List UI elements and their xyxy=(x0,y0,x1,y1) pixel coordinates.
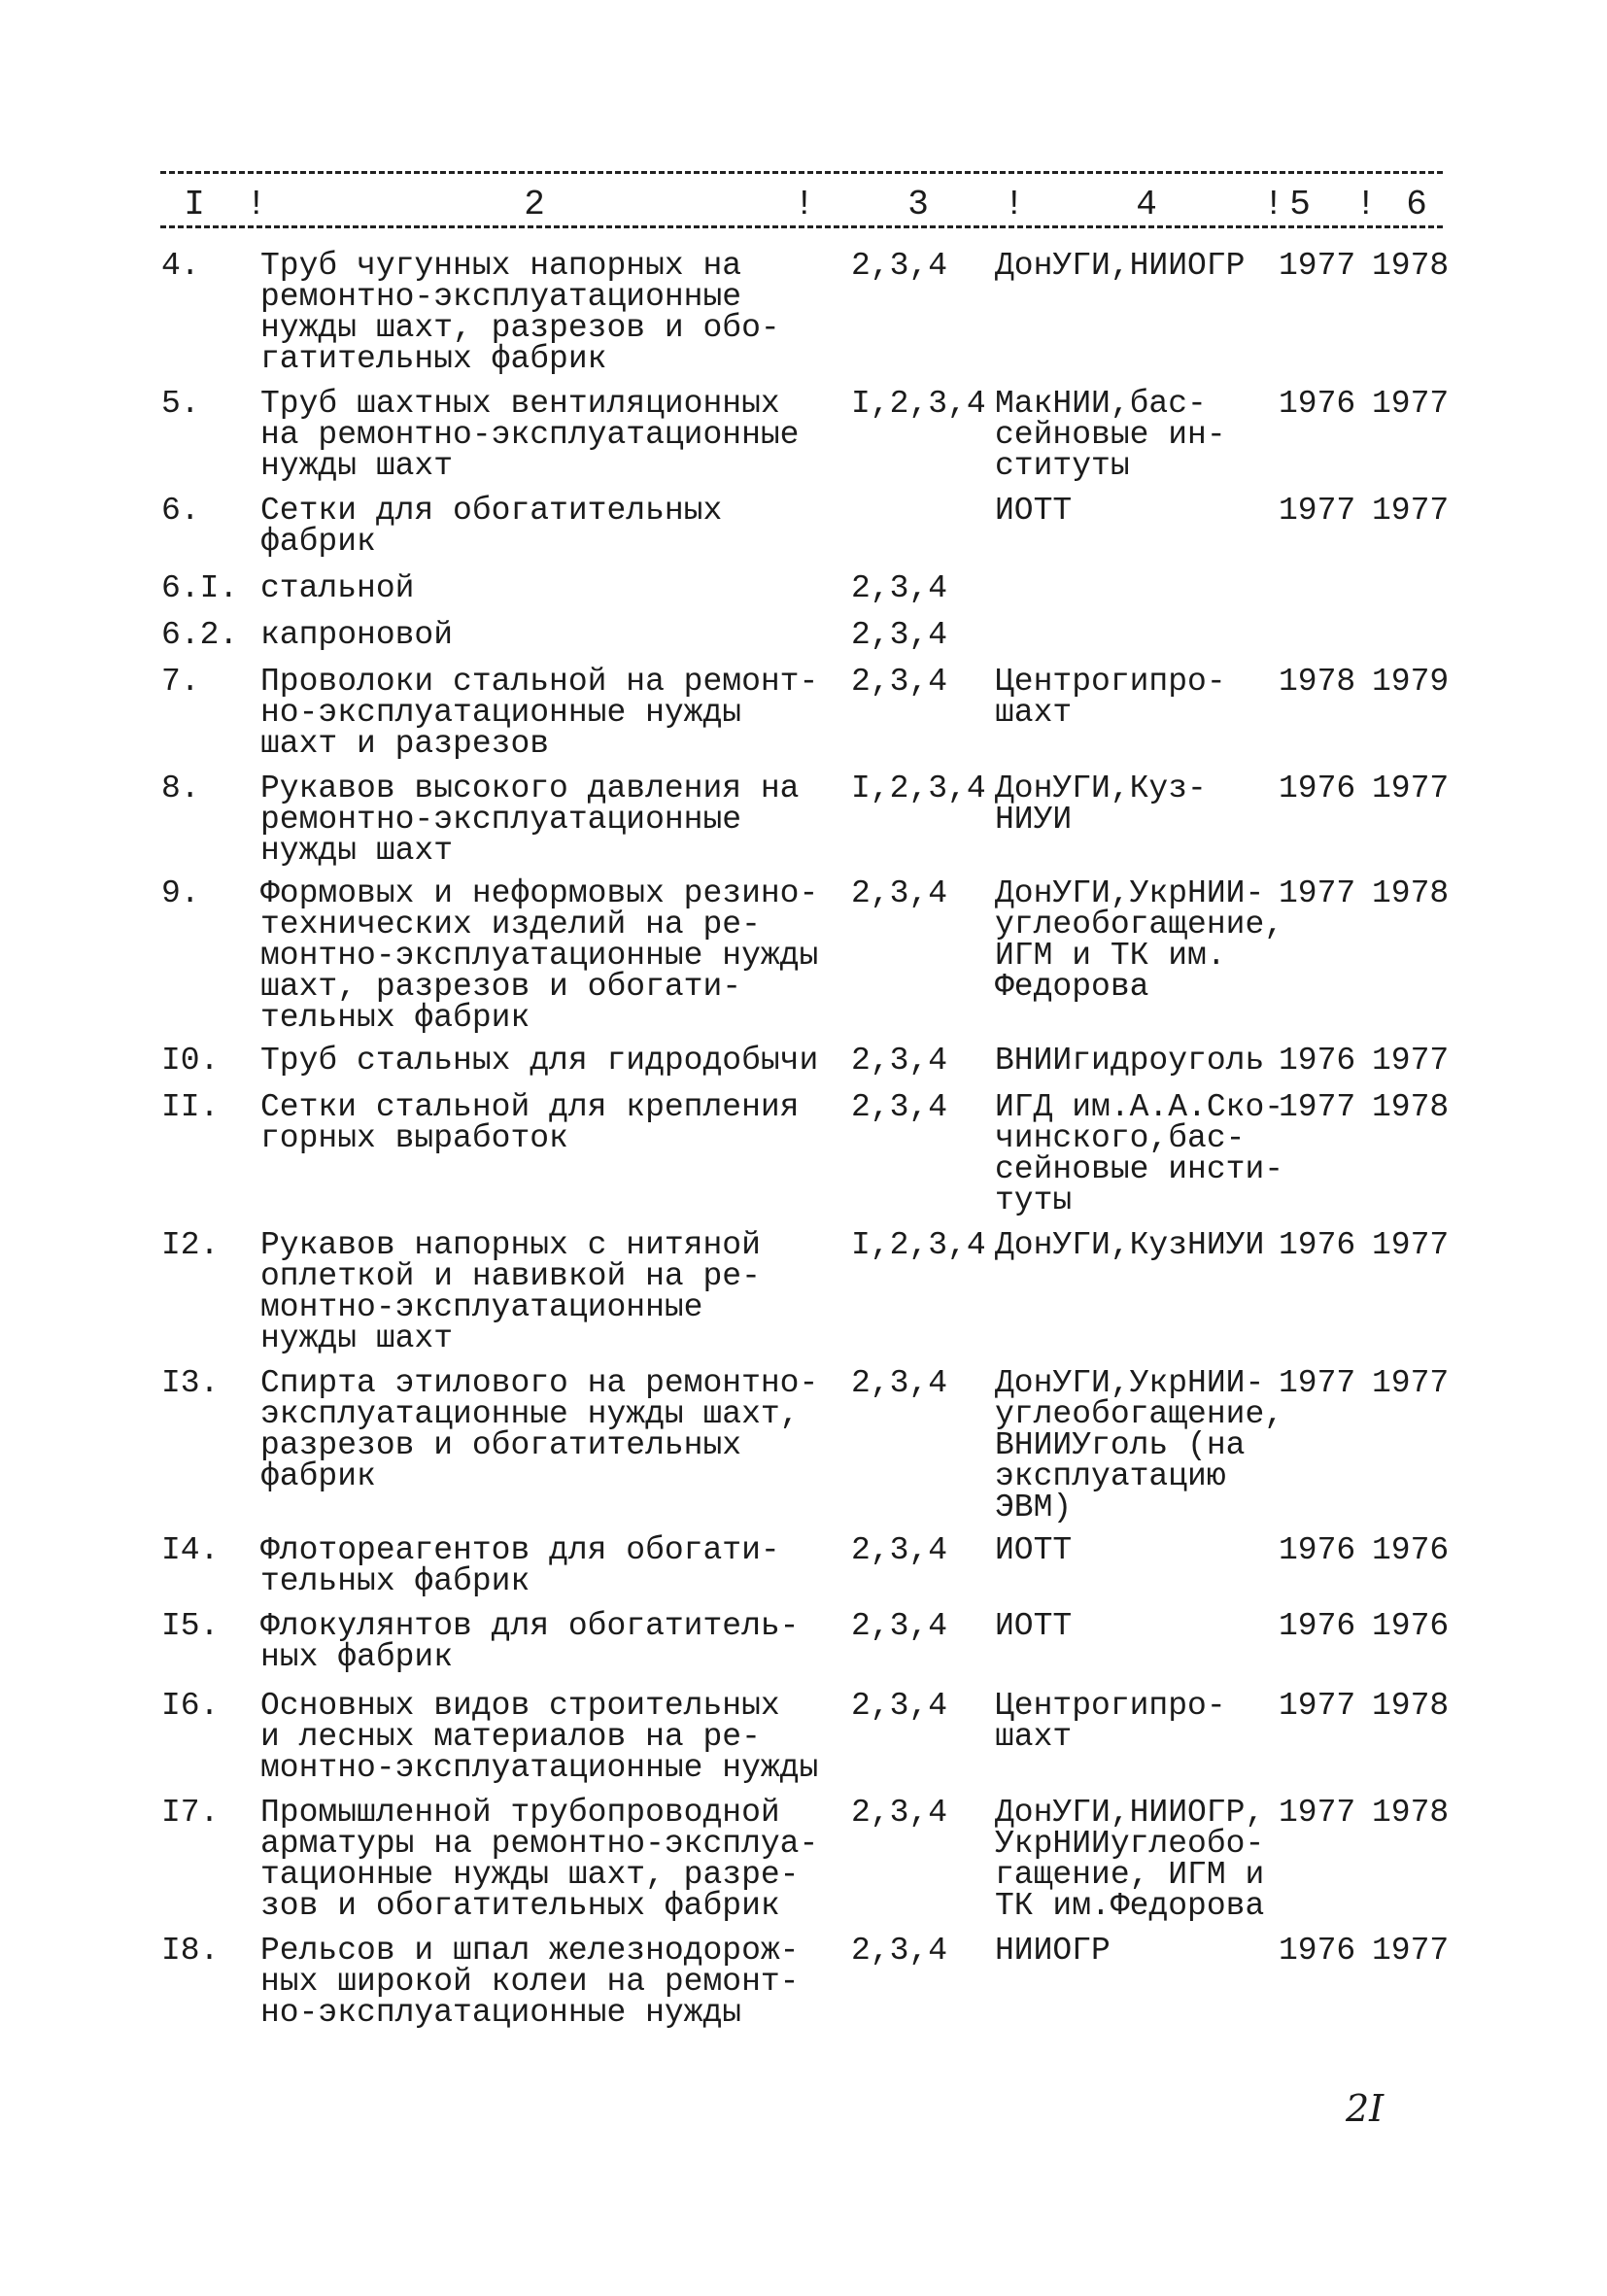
item-stages: 2,3,4 xyxy=(851,1933,948,1969)
item-year-start: 1976 xyxy=(1279,1227,1356,1263)
header-col-4: 4 xyxy=(1136,185,1157,224)
header-separator: ! xyxy=(246,185,267,224)
item-number: I2. xyxy=(161,1227,220,1263)
item-number: I5. xyxy=(161,1608,220,1644)
item-name: капроновой xyxy=(260,617,454,653)
item-organization: ДонУГИ,УкрНИИ- углеобогащение, ИГМ и ТК им. Федорова xyxy=(995,875,1284,1005)
item-stages: I,2,3,4 xyxy=(851,771,986,806)
item-name: Рельсов и шпал железнодорож- ных широкой колеи на ремонт- но-эксплуатационные нужды xyxy=(260,1933,800,2031)
item-name: Проволоки стальной на ремонт- но-эксплуатационные нужды шахт и разрезов xyxy=(260,664,819,762)
header-separator: ! xyxy=(1355,185,1377,224)
item-organization: НИИОГР xyxy=(995,1933,1111,1969)
item-year-end: 1977 xyxy=(1372,493,1450,529)
item-year-end: 1977 xyxy=(1372,1933,1450,1969)
item-name: Труб чугунных напорных на ремонтно-эксплуатационные нужды шахт, разрезов и обо- гатительных фабрик xyxy=(260,248,780,377)
item-number: 5. xyxy=(161,386,200,422)
item-number: 4. xyxy=(161,248,200,284)
item-organization: Центрогипро- шахт xyxy=(995,664,1226,731)
item-name: Труб шахтных вентиляционных на ремонтно-эксплуатационные нужды шахт xyxy=(260,386,800,484)
item-name: Промышленной трубопроводной арматуры на ремонтно-эксплуа- тационные нужды шахт, разре- зов и обогатительных фабрик xyxy=(260,1795,819,1924)
item-organization: ИГД им.А.А.Ско- чинского,бас- сейновые инсти- туты xyxy=(995,1089,1284,1218)
item-year-start: 1976 xyxy=(1279,771,1356,806)
item-year-start: 1976 xyxy=(1279,1608,1356,1644)
item-organization: ИОТТ xyxy=(995,493,1073,529)
item-year-start: 1978 xyxy=(1279,664,1356,700)
header-col-1: I xyxy=(184,185,205,224)
item-number: I0. xyxy=(161,1043,220,1079)
item-stages: 2,3,4 xyxy=(851,570,948,606)
item-organization: МакНИИ,бас- сейновые ин- ституты xyxy=(995,386,1226,484)
item-year-start: 1977 xyxy=(1279,248,1356,284)
item-number: 9. xyxy=(161,875,200,911)
header-col-6: 6 xyxy=(1406,185,1427,224)
item-organization: ДонУГИ,КузНИУИ xyxy=(995,1227,1265,1263)
item-stages: 2,3,4 xyxy=(851,1795,948,1831)
item-year-start: 1976 xyxy=(1279,1532,1356,1568)
item-stages: 2,3,4 xyxy=(851,1608,948,1644)
item-stages: 2,3,4 xyxy=(851,617,948,653)
item-organization: ИОТТ xyxy=(995,1608,1073,1644)
item-year-end: 1976 xyxy=(1372,1532,1450,1568)
item-year-end: 1978 xyxy=(1372,1795,1450,1831)
item-organization: ВНИИгидроуголь xyxy=(995,1043,1265,1079)
page-number: 2I xyxy=(1346,2087,1385,2130)
item-number: I3. xyxy=(161,1365,220,1401)
item-number: 6.2. xyxy=(161,617,239,653)
item-number: 8. xyxy=(161,771,200,806)
item-organization: ДонУГИ,УкрНИИ- углеобогащение, ВНИИУголь (на эксплуатацию ЭВМ) xyxy=(995,1365,1284,1525)
item-name: стальной xyxy=(260,570,415,606)
item-name: Труб стальных для гидродобычи xyxy=(260,1043,819,1079)
item-year-start: 1977 xyxy=(1279,1688,1356,1724)
item-name: Рукавов высокого давления на ремонтно-эксплуатационные нужды шахт xyxy=(260,771,800,869)
item-number: II. xyxy=(161,1089,220,1125)
item-year-end: 1977 xyxy=(1372,386,1450,422)
item-organization: Центрогипро- шахт xyxy=(995,1688,1226,1755)
item-name: Сетки стальной для крепления горных выработок xyxy=(260,1089,800,1156)
header-col-3: 3 xyxy=(907,185,929,224)
item-year-end: 1978 xyxy=(1372,248,1450,284)
item-organization: ДонУГИ,НИИОГР, УкрНИИуглеобо- гащение, ИГМ и ТК им.Федорова xyxy=(995,1795,1265,1924)
item-name: Рукавов напорных с нитяной оплеткой и навивкой на ре- монтно-эксплуатационные нужды шахт xyxy=(260,1227,761,1356)
item-year-end: 1977 xyxy=(1372,1043,1450,1079)
item-stages: 2,3,4 xyxy=(851,875,948,911)
item-stages: I,2,3,4 xyxy=(851,1227,986,1263)
item-year-start: 1977 xyxy=(1279,1089,1356,1125)
item-year-start: 1976 xyxy=(1279,386,1356,422)
item-year-start: 1977 xyxy=(1279,1795,1356,1831)
item-stages: 2,3,4 xyxy=(851,1688,948,1724)
item-stages: 2,3,4 xyxy=(851,248,948,284)
header-col-2: 2 xyxy=(524,185,545,224)
item-year-end: 1977 xyxy=(1372,1365,1450,1401)
item-stages: 2,3,4 xyxy=(851,1365,948,1401)
item-year-end: 1976 xyxy=(1372,1608,1450,1644)
item-number: 6.I. xyxy=(161,570,239,606)
item-year-end: 1978 xyxy=(1372,875,1450,911)
table-header xyxy=(160,181,1443,229)
item-year-start: 1977 xyxy=(1279,493,1356,529)
header-bottom-rule xyxy=(160,225,1443,228)
item-year-start: 1977 xyxy=(1279,875,1356,911)
item-year-start: 1976 xyxy=(1279,1933,1356,1969)
item-organization: ДонУГИ,Куз- НИУИ xyxy=(995,771,1207,838)
item-name: Спирта этилового на ремонтно- эксплуатационные нужды шахт, разрезов и обогатительных фабрик xyxy=(260,1365,819,1494)
item-organization: ДонУГИ,НИИОГР xyxy=(995,248,1246,284)
item-number: I7. xyxy=(161,1795,220,1831)
item-number: I6. xyxy=(161,1688,220,1724)
item-name: Сетки для обогатительных фабрик xyxy=(260,493,723,560)
item-year-end: 1978 xyxy=(1372,1688,1450,1724)
item-name: Формовых и неформовых резино- технических изделий на ре- монтно-эксплуатационные нужды шахт, разрезов и обогати- тельных фабрик xyxy=(260,875,819,1036)
item-stages: 2,3,4 xyxy=(851,664,948,700)
item-number: I4. xyxy=(161,1532,220,1568)
header-separator: ! xyxy=(794,185,815,224)
item-number: I8. xyxy=(161,1933,220,1969)
header-separator: ! xyxy=(1004,185,1025,224)
item-number: 7. xyxy=(161,664,200,700)
item-name: Флотореагентов для обогати- тельных фабрик xyxy=(260,1532,780,1599)
item-number: 6. xyxy=(161,493,200,529)
table-top-rule xyxy=(160,171,1443,174)
item-year-end: 1978 xyxy=(1372,1089,1450,1125)
item-year-start: 1977 xyxy=(1279,1365,1356,1401)
header-col-5: 5 xyxy=(1289,185,1311,224)
item-year-end: 1979 xyxy=(1372,664,1450,700)
item-name: Основных видов строительных и лесных материалов на ре- монтно-эксплуатационные нужды xyxy=(260,1688,819,1786)
item-stages: 2,3,4 xyxy=(851,1089,948,1125)
item-name: Флокулянтов для обогатитель- ных фабрик xyxy=(260,1608,800,1675)
item-stages: 2,3,4 xyxy=(851,1043,948,1079)
item-year-end: 1977 xyxy=(1372,771,1450,806)
item-year-end: 1977 xyxy=(1372,1227,1450,1263)
item-stages: 2,3,4 xyxy=(851,1532,948,1568)
item-organization: ИОТТ xyxy=(995,1532,1073,1568)
item-year-start: 1976 xyxy=(1279,1043,1356,1079)
header-separator: ! xyxy=(1263,185,1284,224)
item-stages: I,2,3,4 xyxy=(851,386,986,422)
